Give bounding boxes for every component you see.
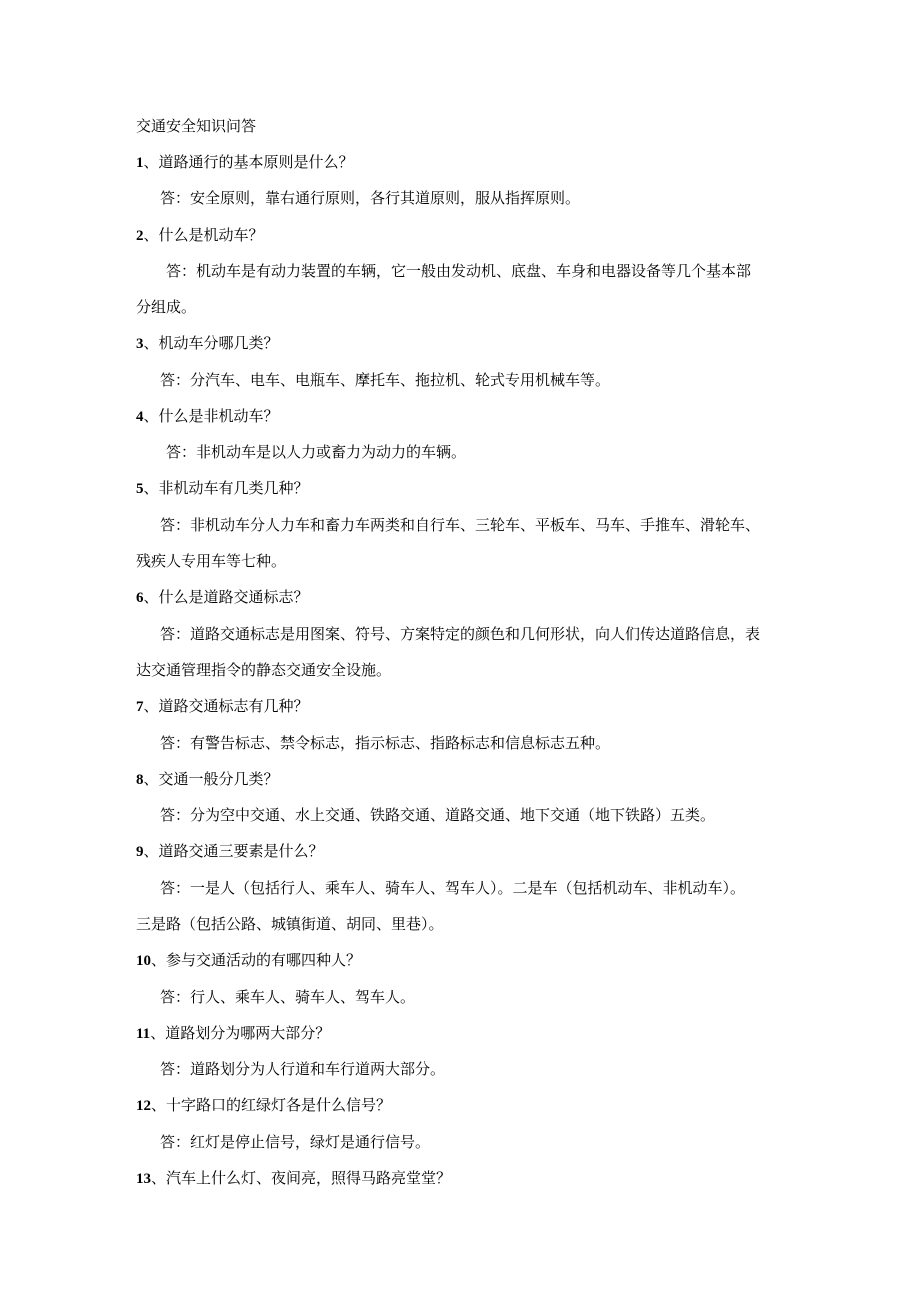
question-number: 3 xyxy=(136,336,144,352)
question-11 xyxy=(136,1023,330,1044)
question-number: 5 xyxy=(136,481,144,497)
answer-8: 答：分为空中交通、水上交通、铁路交通、道路交通、地下交通（地下铁路）五类。 xyxy=(160,806,716,824)
question-number: 11 xyxy=(136,1026,151,1042)
question-text: 、什么是非机动车？ xyxy=(143,407,279,425)
question-number: 2 xyxy=(136,228,144,244)
question-5 xyxy=(136,478,309,499)
question-7 xyxy=(136,696,309,717)
question-text: 、机动车分哪几类？ xyxy=(143,334,279,352)
answer-5: 答：非机动车分人力车和畜力车两类和自行车、三轮车、平板车、马车、手推车、滑轮车、 xyxy=(160,516,761,534)
question-number: 12 xyxy=(136,1098,151,1114)
question-number: 8 xyxy=(136,772,144,788)
document-title: 交通安全知识问答 xyxy=(136,117,257,135)
question-9 xyxy=(136,841,324,862)
question-text: 、非机动车有几类几种？ xyxy=(143,479,309,497)
answer-6-cont: 达交通管理指令的静态交通安全设施。 xyxy=(136,661,392,679)
answer-2: 答：机动车是有动力装置的车辆，它一般由发动机、底盘、车身和电器设备等几个基本部 xyxy=(166,262,752,280)
question-number: 13 xyxy=(136,1171,151,1187)
question-12 xyxy=(136,1095,391,1116)
question-13 xyxy=(136,1168,451,1189)
question-number: 1 xyxy=(136,155,144,171)
question-10 xyxy=(136,950,361,971)
question-text: 、道路交通标志有几种？ xyxy=(143,697,309,715)
answer-10: 答：行人、乘车人、骑车人、驾车人。 xyxy=(160,988,416,1006)
question-2 xyxy=(136,225,264,246)
question-text: 、什么是机动车？ xyxy=(143,226,264,244)
question-text: 、道路划分为哪两大部分？ xyxy=(150,1024,331,1042)
question-8 xyxy=(136,769,279,790)
answer-1: 答：安全原则，靠右通行原则，各行其道原则，服从指挥原则。 xyxy=(160,189,581,207)
question-text: 、十字路口的红绿灯各是什么信号？ xyxy=(151,1096,392,1114)
answer-3: 答：分汽车、电车、电瓶车、摩托车、拖拉机、轮式专用机械车等。 xyxy=(160,371,611,389)
answer-9: 答：一是人（包括行人、乘车人、骑车人、驾车人）。二是车（包括机动车、非机动车）。 xyxy=(160,879,746,897)
question-text: 、参与交通活动的有哪四种人？ xyxy=(151,951,362,969)
answer-2-cont: 分组成。 xyxy=(136,298,197,316)
answer-12: 答：红灯是停止信号，绿灯是通行信号。 xyxy=(160,1133,431,1151)
question-text: 、汽车上什么灯、夜间亮，照得马路亮堂堂？ xyxy=(151,1169,452,1187)
answer-6: 答：道路交通标志是用图案、符号、方案特定的颜色和几何形状，向人们传达道路信息，表 xyxy=(160,625,761,643)
question-number: 10 xyxy=(136,953,151,969)
answer-5-cont: 残疾人专用车等七种。 xyxy=(136,552,287,570)
question-number: 6 xyxy=(136,590,144,606)
question-text: 、道路通行的基本原则是什么？ xyxy=(143,153,354,171)
answer-11: 答：道路划分为人行道和车行道两大部分。 xyxy=(160,1060,446,1078)
answer-9-cont: 三是路（包括公路、城镇街道、胡同、里巷）。 xyxy=(136,915,444,933)
question-number: 7 xyxy=(136,699,144,715)
answer-7: 答：有警告标志、禁令标志，指示标志、指路标志和信息标志五种。 xyxy=(160,734,611,752)
question-6 xyxy=(136,587,309,608)
question-number: 4 xyxy=(136,409,144,425)
answer-4: 答：非机动车是以人力或畜力为动力的车辆。 xyxy=(166,443,467,461)
question-number: 9 xyxy=(136,844,144,860)
question-text: 、交通一般分几类？ xyxy=(143,770,279,788)
question-3 xyxy=(136,333,279,354)
question-text: 、什么是道路交通标志？ xyxy=(143,588,309,606)
question-text: 、道路交通三要素是什么？ xyxy=(143,842,324,860)
question-4 xyxy=(136,406,279,427)
question-1 xyxy=(136,152,354,173)
